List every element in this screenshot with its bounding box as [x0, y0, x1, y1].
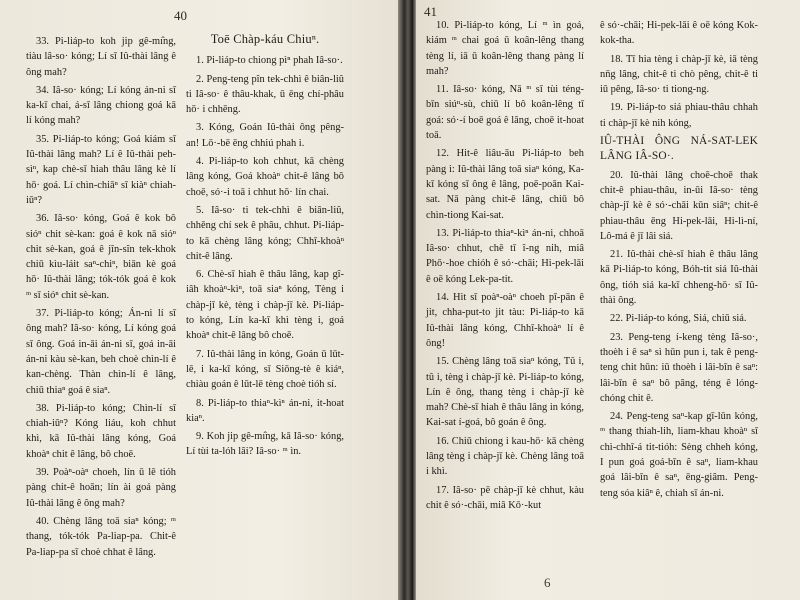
verse: 1. Pi-liáp-to chiong pìⁿ phah Iâ-so·. — [196, 55, 343, 67]
right-page-number: 41 — [424, 4, 437, 19]
inscription-text: IÛ-THÀI ÔNG NÁ-SAT-LEK LÂNG IÂ-SO·. — [600, 135, 758, 163]
verse: 9. Koh jip gê-mı̂ng, kā Iâ-so· kóng, Lí tùi ta-lóh lâi? Iâ-so· ᵐ ìn. — [186, 431, 344, 458]
verse: 16. Chiū chiong i kau-hō· kā chèng lâng tèng i chàp-jī kè. Chèng lâng toā i khì. — [426, 435, 584, 478]
chapter-heading: Toē Chàp-káu Chiuⁿ. — [210, 32, 320, 46]
verse: 2. Peng-teng pîn tek-chhì ê biân-liû ti Iâ-so· ê thâu-khak, ū ēng chí-phâu hō· i chhēng. — [186, 73, 344, 116]
book-gutter — [398, 0, 416, 600]
verse: 37. Pi-liáp-to kóng; Án-ni lí sī ông mah? Iâ-so· kóng, Lí kóng goá sī ông. Goá in-āi án-ni sī, goá in-āi án-ni kàu sè-kan, beh choè chìn-lí ê kan-chèng. Thàn chìn-lí ê lâng, chiū thiaⁿ goá ê siaⁿ. — [26, 308, 176, 396]
verse: 34. Iâ-so· kóng; Lí kóng án-ni sī ka-kī chai, á-sī lâng chiong goá kā lí kóng mah? — [26, 84, 176, 127]
verse: 22. Pi-liáp-to kóng, Siá, chiū siá. — [610, 313, 747, 325]
verse: 20. Iû-thài lâng choē-choē thak chit-ê phiau-thâu, in-ūi Iâ-so· tèng chàp-jī kè ê só·-chāi kūn siâⁿ; chit-ê phiau-thâu ēng Hi-pek-lāi, Hi-lì-ní, Lô-má ê jī lâi siá. — [600, 169, 758, 242]
verse-continuation: ê só·-chāi; Hi-pek-lāi ê oē kóng Kok-kok-tha. — [600, 20, 758, 47]
verse: 19. Pi-liáp-to siá phiau-thâu chhah ti chàp-jī kè nih kóng, — [600, 102, 758, 129]
verse: 3. Kóng, Goán Iû-thài ông pêng-an! Lō·-bē ēng chhiú phah i. — [186, 122, 344, 149]
verse: 17. Iâ-so· pē chàp-jī kè chhut, kàu chit ê só·-chāi, miâ Kō·-kut — [426, 484, 584, 511]
verse: 18. Tī hia tèng i chàp-jī kè, iā tèng nn̄g lâng, chit-ê ti chò pêng, chit-ê ti iū pêng, Iâ-so· ti tiong-ng. — [600, 53, 758, 96]
verse: 39. Poàⁿ-oàⁿ choeh, lín ū lē tióh pàng chit-ê hoān; lín ài goá pàng Iû-thài lâng ê ông mah? — [26, 467, 176, 509]
verse: 38. Pi-liáp-to kóng; Chìn-lí sī chiah-iūⁿ? Kóng liáu, koh chhut khì, kā Iû-thài lâng kóng, Goá khoàⁿ chit ê lâng, bô choē. — [26, 402, 176, 460]
verse: 5. Iâ-so· ti tek-chhì ê biân-liû, chhēng chí sek ê phâu, chhut. Pi-liáp-to kā chèng lâng kóng; Chhī-khoàⁿ chit-ê lâng. — [186, 204, 344, 262]
verse: 15. Chèng lâng toā siaⁿ kóng, Tû i, tû i, tèng i chàp-jī kè. Pi-liáp-to kóng, Lín ê ông, thang tèng i chàp-jī kè mah? Chè-sī hiah ê thâu lâng in kóng, Kai-sat í-goá, bô goán ê ông. — [426, 356, 584, 429]
verse: 33. Pi-liáp-to koh jip gê-mı̂ng, tiàu lâ-so· kóng; Lí sī Iû-thài lâng ê ông mah? — [26, 36, 176, 78]
verse: 23. Peng-teng í-keng tèng Iâ-so·, thoèh i ê saⁿ sì hūn pun i, tak ê peng-teng chit hūn: iū thoèh i lâi-bīn ê saⁿ: lâi-bīn ê saⁿ bô pâng, téng ê lóng-chóng chit ê. — [600, 331, 758, 404]
verse: 24. Peng-teng saⁿ-kap gī-lūn kóng, ᵐ thang thiah-lih, liam-khau khoàⁿ sī chì-chhī-á tit-tióh: Sèng chheh kóng, I pun goá goá-bīn ê saⁿ, liam-khau goá lâi-bīn ê saⁿ, ēng-giâm. Peng-teng sóa kiâⁿ ê, chiah sī án-ni. — [600, 411, 758, 499]
verse: 12. Hit-ê liâu-āu Pi-liáp-to beh pàng i: Iû-thài lâng toā siaⁿ kóng, Ka-kī kóng sī ông ê lâng, poē-poān Kai-sat. Nā pàng chit-ê lâng, chiū bô chìn-tiong Kai-sat. — [426, 148, 584, 221]
verse: 8. Pi-liáp-to thiaⁿ-kìⁿ án-ni, it-hoat kiaⁿ. — [186, 397, 344, 424]
verse: 21. Iû-thài chè-sī hiah ê thâu lâng kā Pi-liáp-to kóng, Bóh-tit siá Iû-thài ông, tióh siá ka-kī chheng-hō· sī Iû-thài ông. — [600, 249, 758, 307]
verse: 11. Iâ-so· kóng, Nā ᵐ sī tùi téng-bīn siúⁿ-sù, chiū lí bô koân-lêng tī goá: só·-í boē goá ê lâng, choē it-hoat toā. — [426, 84, 584, 142]
right-page — [416, 0, 800, 600]
verse: 6. Chè-sī hiah ê thâu lâng, kap gî-iâh khoàⁿ-kìⁿ, toā siaⁿ kóng, Tèng i chàp-jī kè, tèng i chàp-jī kè. Pi-liáp-to kóng, Lín ka-kī khì tèng i, goá khoàⁿ chit-ê lâng bô choē. — [186, 269, 344, 342]
right-column-2 — [600, 18, 758, 504]
right-column-1 — [426, 18, 584, 516]
verse: 4. Pi-liáp-to koh chhut, kā chèng lâng kóng, Goá khoàⁿ chit-ê lâng bô choē, só·-i toā i chhut hō· lín chai. — [186, 156, 344, 198]
verse: 35. Pi-liáp-to kóng; Goá kiám sī Iû-thài lâng mah? Lí ê Iû-thài peh-sìⁿ, kap chè-sī hiah thâu lâng kè lí hō· goá. Lí chìn-chiāⁿ sī kiàⁿ chiah-iūⁿ? — [26, 133, 176, 206]
verse: 36. Iâ-so· kóng, Goá ê kok bô sióⁿ chit sè-kan: goá ê kok nā sióⁿ chit sè-kan, goá ê jîn-sîn tek-khok chiū kìu-láit saⁿ-chiⁿ, biān kè goá hō· Iû-thài lâng; tók-tók goá ê kok ᵐ sī sióⁿ chit sè-kan. — [26, 213, 176, 301]
verse: 7. Iû-thài lâng in kóng, Goán ū lūt-lē, i ka-kī kóng, sī Siōng-tè ê kiáⁿ, chiàu goán ê lūt-lē tèng choè tióh sí. — [186, 348, 344, 391]
left-column-2 — [186, 32, 344, 463]
signature-mark: 6 — [544, 575, 551, 590]
left-page — [0, 0, 398, 600]
verse: 10. Pi-liáp-to kóng, Lí ᵐ ìn goá, kiám ᵐ chai goá ū koân-lêng thang tèng lí, iā ū koân-lêng thang pàng lí mah? — [426, 20, 584, 77]
left-column-1 — [26, 34, 176, 563]
verse: 40. Chèng lâng toā siaⁿ kóng; ᵐ thang, tók-tók Pa-liap-pa. Chit-ê Pa-liap-pa sī choè chhat ê lâng. — [26, 515, 176, 558]
verse: 13. Pi-liáp-to thiaⁿ-kìⁿ án-ni, chhoā Iâ-so· chhut, chē tī î-ng nih, miâ Phō·-hoe chióh ê só·-chāi; Hi-pek-lāi ê oē kóng Lek-pa-tit. — [426, 227, 584, 285]
verse: 14. Hit sī poàⁿ-oàⁿ choeh pī-pān ê jit, chha-put-to jit tàu: Pi-liáp-to kā Iû-thài lâng kóng, Chhī-khoàⁿ lí ê ông! — [426, 292, 584, 349]
left-page-number: 40 — [174, 8, 187, 23]
